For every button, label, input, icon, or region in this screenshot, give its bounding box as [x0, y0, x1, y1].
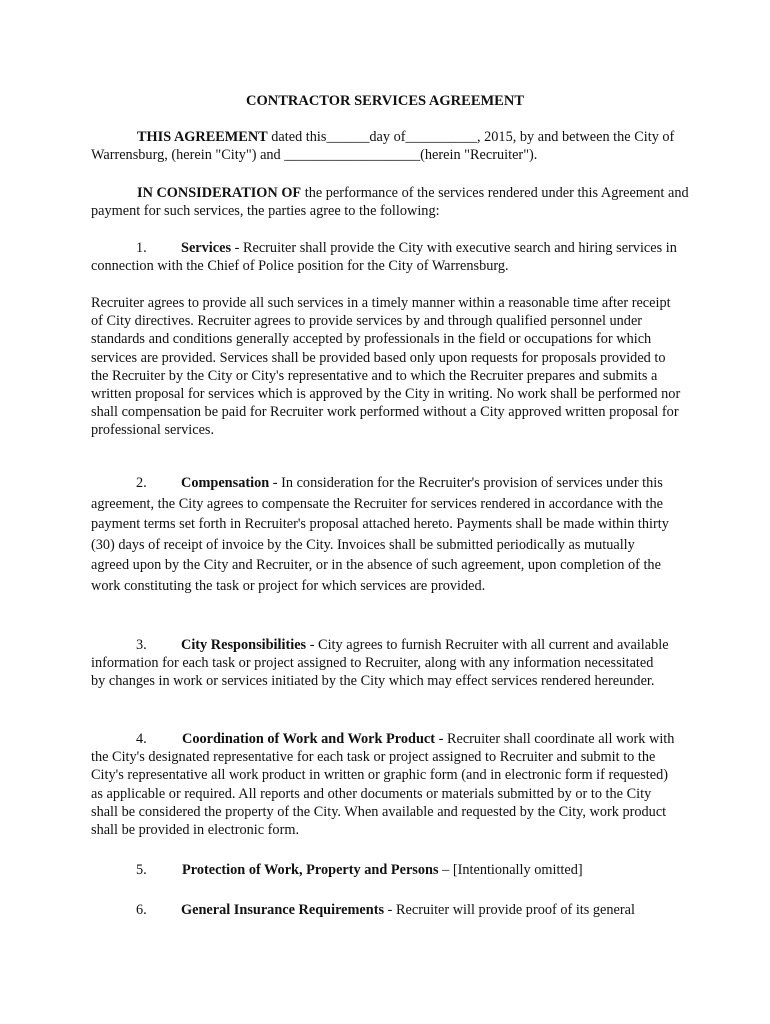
section-services: [91, 239, 691, 275]
intro-paragraph: [91, 128, 691, 164]
section-heading: Services: [181, 240, 232, 256]
intro-text: , 2015, by and between the City of Warrensburg, (herein "City") and: [91, 129, 675, 164]
section-protection: [91, 861, 691, 879]
section-text: - Recruiter shall provide the City with executive search and hiring services in connection with the Chief of Police position for the City of Warrensburg.: [91, 240, 677, 275]
section-number: 5.: [136, 862, 147, 878]
section-compensation: [91, 473, 674, 597]
intro-text: day of: [369, 129, 406, 145]
date-day-blank: ______: [326, 129, 370, 145]
section-insurance: [91, 901, 691, 919]
section-heading: City Responsibilities: [181, 637, 307, 653]
section-text: - City agrees to furnish Recruiter with all current and available information for each task or project assigned to Recruiter, along with any information necessitated by changes in work or services initiated by the City which may effect services rendered hereunder.: [91, 637, 669, 690]
section-number: 1.: [136, 240, 147, 256]
section-heading: Coordination of Work and Work Product: [182, 731, 436, 747]
section-heading: Protection of Work, Property and Persons: [182, 862, 439, 878]
intro-text: (herein "Recruiter").: [420, 147, 538, 164]
section-number: 3.: [136, 637, 147, 653]
section-number: 4.: [136, 731, 147, 747]
section-heading: Compensation: [181, 475, 270, 491]
section-text: - Recruiter will provide proof of its general: [384, 902, 635, 918]
document-title: CONTRACTOR SERVICES AGREEMENT: [246, 93, 524, 109]
section-text: - Recruiter shall coordinate all work with the City's designated representative for each task or project assigned to Recruiter and submit to the City's representative all work product in written or graphic form (and in electronic form if requested) as applicable or required. All reports and other documents or materials submitted by or to the City shall be considered the property of the City. When available and requested by the City, work product shall be provided in electronic form.: [91, 731, 675, 839]
date-month-blank: __________: [405, 129, 477, 145]
section-text: – [Intentionally omitted]: [438, 862, 583, 878]
consideration-text: the performance of the services rendered under this Agreement and payment for such services, the parties agree to the following:: [91, 185, 689, 220]
consideration-lead: IN CONSIDERATION OF: [137, 185, 302, 201]
intro-lead: THIS AGREEMENT: [137, 129, 268, 145]
section-city-responsibilities: [91, 636, 671, 691]
consideration-paragraph: [91, 184, 691, 220]
recruiter-name-blank: ___________________: [284, 147, 421, 164]
intro-text: dated this: [267, 129, 327, 145]
section-coordination: [91, 730, 681, 839]
section-number: 6.: [136, 902, 147, 918]
services-detail-paragraph: Recruiter agrees to provide all such services in a timely manner within a reasonable time after receipt of City directives. Recruiter agrees to provide services by and through qualified personnel under standards and conditions generally accepted by professionals in the field or occupations for which services are provided. Services shall be provided based only upon requests for proposals provided to the Recruiter by the City or City's representative and to which the Recruiter prepares and submits a written proposal for services which is approved by the City in writing. No work shall be performed nor shall compensation be paid for Recruiter work performed without a City approved written proposal for professional services.: [91, 295, 681, 439]
section-heading: General Insurance Requirements: [181, 902, 385, 918]
section-number: 2.: [136, 475, 147, 491]
section-text: - In consideration for the Recruiter's provision of services under this agreement, the City agrees to compensate the Recruiter for services rendered in accordance with the payment terms set forth in Recruiter's proposal attached hereto. Payments shall be made within thirty (30) days of receipt of invoice by the City. Invoices shall be submitted periodically as mutually agreed upon by the City and Recruiter, or in the absence of such agreement, upon completion of the work constituting the task or project for which services are provided.: [91, 475, 669, 594]
